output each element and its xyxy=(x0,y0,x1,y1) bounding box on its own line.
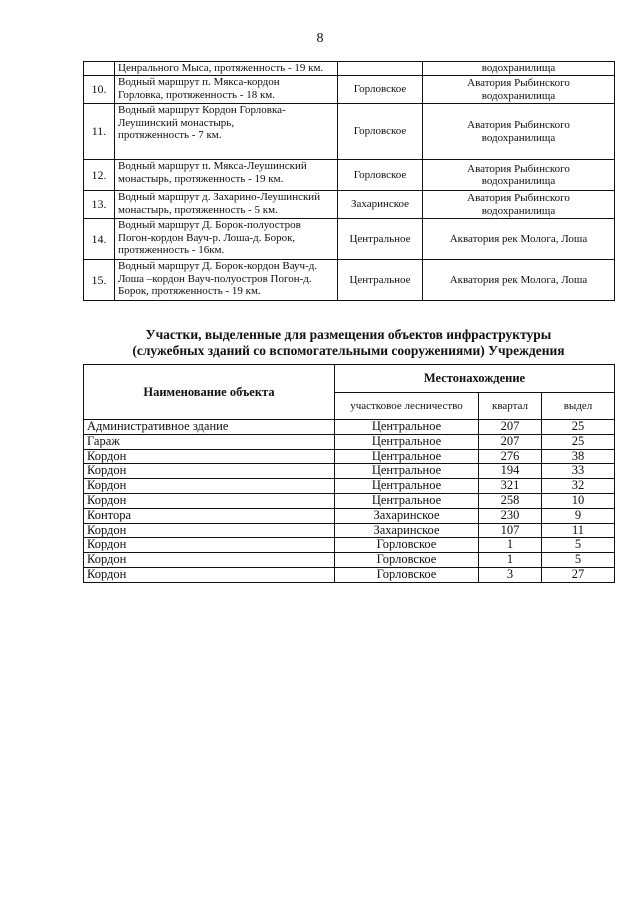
column-header-quarter: квартал xyxy=(479,393,542,420)
route-forestry: Горловское xyxy=(338,76,423,104)
site-name: Гараж xyxy=(84,434,335,449)
route-water-area-line: Аватория Рыбинского xyxy=(467,77,570,89)
site-row xyxy=(84,567,615,582)
route-water-area-line: водохранилища xyxy=(481,204,556,217)
route-water-area xyxy=(423,191,615,219)
route-number: 14. xyxy=(84,219,115,260)
site-row xyxy=(84,434,615,449)
route-description xyxy=(115,219,338,260)
site-forestry: Центральное xyxy=(335,420,479,435)
site-row xyxy=(84,493,615,508)
route-description-line: монастырь, протяженность - 19 км. xyxy=(118,172,284,185)
route-forestry: Центральное xyxy=(338,219,423,260)
site-quarter: 258 xyxy=(479,493,542,508)
column-header-forestry: участковое лесничество xyxy=(335,393,479,420)
route-row xyxy=(84,260,615,301)
site-forestry: Центральное xyxy=(335,449,479,464)
site-name: Контора xyxy=(84,508,335,523)
route-row xyxy=(84,62,615,76)
route-description-line: Горловка, протяженность - 18 км. xyxy=(118,88,276,101)
column-header-location: Местонахождение xyxy=(335,365,615,393)
site-quarter: 276 xyxy=(479,449,542,464)
route-water-area-line: Акватория рек Молога, Лоша xyxy=(449,232,588,245)
site-forestry: Захаринское xyxy=(335,508,479,523)
route-description-line: Погон-кордон Вауч-р. Лоша-д. Борок, xyxy=(118,231,296,244)
route-forestry: Захаринское xyxy=(338,191,423,219)
site-forestry: Центральное xyxy=(335,464,479,479)
site-name: Кордон xyxy=(84,479,335,494)
route-description-line: Водный маршрут д. Захарино-Леушинский xyxy=(118,191,321,203)
route-number: 11. xyxy=(84,104,115,160)
route-forestry: Центральное xyxy=(338,260,423,301)
water-routes-table xyxy=(83,61,615,301)
route-description xyxy=(115,260,338,301)
site-row xyxy=(84,553,615,568)
route-description-line: Водный маршрут п. Мякса-кордон xyxy=(118,76,280,88)
site-forestry: Горловское xyxy=(335,553,479,568)
site-section: 38 xyxy=(542,449,615,464)
route-water-area-line: Аватория Рыбинского xyxy=(467,119,570,131)
site-quarter: 230 xyxy=(479,508,542,523)
route-water-area xyxy=(423,219,615,260)
site-forestry: Центральное xyxy=(335,479,479,494)
section-heading-line-1: Участки, выделенные для размещения объектов инфраструктуры xyxy=(145,327,552,342)
route-description xyxy=(115,62,338,76)
route-description-line: Борок, протяженность - 19 км. xyxy=(118,285,261,297)
site-forestry: Центральное xyxy=(335,493,479,508)
column-header-section: выдел xyxy=(542,393,615,420)
site-name: Кордон xyxy=(84,523,335,538)
site-row xyxy=(84,449,615,464)
route-description xyxy=(115,76,338,104)
site-section: 11 xyxy=(542,523,615,538)
route-row xyxy=(84,160,615,191)
route-forestry: Горловское xyxy=(338,104,423,160)
site-forestry: Горловское xyxy=(335,567,479,582)
route-description xyxy=(115,191,338,219)
route-water-area-line: водохранилища xyxy=(481,175,556,187)
route-description xyxy=(115,104,338,160)
site-quarter: 321 xyxy=(479,479,542,494)
route-water-area-line: Аватория Рыбинского xyxy=(467,162,570,175)
route-row xyxy=(84,191,615,219)
site-name: Кордон xyxy=(84,538,335,553)
site-quarter: 1 xyxy=(479,538,542,553)
section-heading xyxy=(83,327,614,359)
site-section: 25 xyxy=(542,434,615,449)
route-water-area-line: Акватория рек Молога, Лоша xyxy=(449,273,588,286)
site-quarter: 207 xyxy=(479,434,542,449)
route-water-area xyxy=(423,160,615,191)
route-description-line: Водный маршрут п. Мякса-Леушинский xyxy=(118,160,307,172)
site-quarter: 3 xyxy=(479,567,542,582)
site-name: Кордон xyxy=(84,449,335,464)
page-number: 8 xyxy=(316,31,324,46)
site-forestry: Захаринское xyxy=(335,523,479,538)
site-section: 5 xyxy=(542,538,615,553)
route-number: 12. xyxy=(84,160,115,191)
site-section: 33 xyxy=(542,464,615,479)
site-section: 32 xyxy=(542,479,615,494)
site-name: Кордон xyxy=(84,464,335,479)
section-heading-line-2: (служебных зданий со вспомогательными сооружениями) Учреждения xyxy=(132,343,565,358)
route-description-line: протяженность - 7 км. xyxy=(118,129,222,141)
route-forestry xyxy=(338,62,423,76)
route-description-line: Водный маршрут Д. Борок-кордон Вауч-д. xyxy=(118,260,318,272)
infrastructure-sites-table xyxy=(83,364,615,583)
route-water-area-line: водохранилища xyxy=(481,89,556,102)
route-water-area-line: водохранилища xyxy=(481,131,556,144)
route-row xyxy=(84,76,615,104)
site-row xyxy=(84,420,615,435)
route-description-line: протяженность - 16км. xyxy=(118,244,225,256)
site-name: Кордон xyxy=(84,567,335,582)
route-number xyxy=(84,62,115,76)
route-water-area-line: водохранилища xyxy=(481,62,556,75)
route-description-line: Ценрального Мыса, протяженность - 19 км. xyxy=(118,62,324,74)
route-water-area xyxy=(423,104,615,160)
site-quarter: 107 xyxy=(479,523,542,538)
site-quarter: 1 xyxy=(479,553,542,568)
route-number: 13. xyxy=(84,191,115,219)
route-water-area-line: Аватория Рыбинского xyxy=(467,192,570,204)
site-quarter: 207 xyxy=(479,420,542,435)
route-description-line: Водный маршрут Кордон Горловка- xyxy=(118,104,286,116)
route-number: 10. xyxy=(84,76,115,104)
site-section: 9 xyxy=(542,508,615,523)
site-section: 10 xyxy=(542,493,615,508)
route-description-line: Лоша –кордон Вауч-полуостров Погон-д. xyxy=(118,272,312,285)
site-name: Кордон xyxy=(84,553,335,568)
site-forestry: Горловское xyxy=(335,538,479,553)
route-water-area xyxy=(423,62,615,76)
route-forestry: Горловское xyxy=(338,160,423,191)
route-description-line: монастырь, протяженность - 5 км. xyxy=(118,203,278,216)
route-water-area xyxy=(423,76,615,104)
site-row xyxy=(84,479,615,494)
column-header-name: Наименование объекта xyxy=(84,365,335,420)
site-section: 25 xyxy=(542,420,615,435)
site-row xyxy=(84,508,615,523)
route-water-area xyxy=(423,260,615,301)
route-row xyxy=(84,104,615,160)
route-description-line: Водный маршрут Д. Борок-полуостров xyxy=(118,219,301,231)
site-quarter: 194 xyxy=(479,464,542,479)
site-section: 5 xyxy=(542,553,615,568)
site-section: 27 xyxy=(542,567,615,582)
site-name: Административное здание xyxy=(84,420,335,435)
route-description-line: Леушинский монастырь, xyxy=(118,116,235,129)
route-number: 15. xyxy=(84,260,115,301)
site-row xyxy=(84,464,615,479)
site-row xyxy=(84,538,615,553)
site-forestry: Центральное xyxy=(335,434,479,449)
route-row xyxy=(84,219,615,260)
site-row xyxy=(84,523,615,538)
site-name: Кордон xyxy=(84,493,335,508)
route-description xyxy=(115,160,338,191)
